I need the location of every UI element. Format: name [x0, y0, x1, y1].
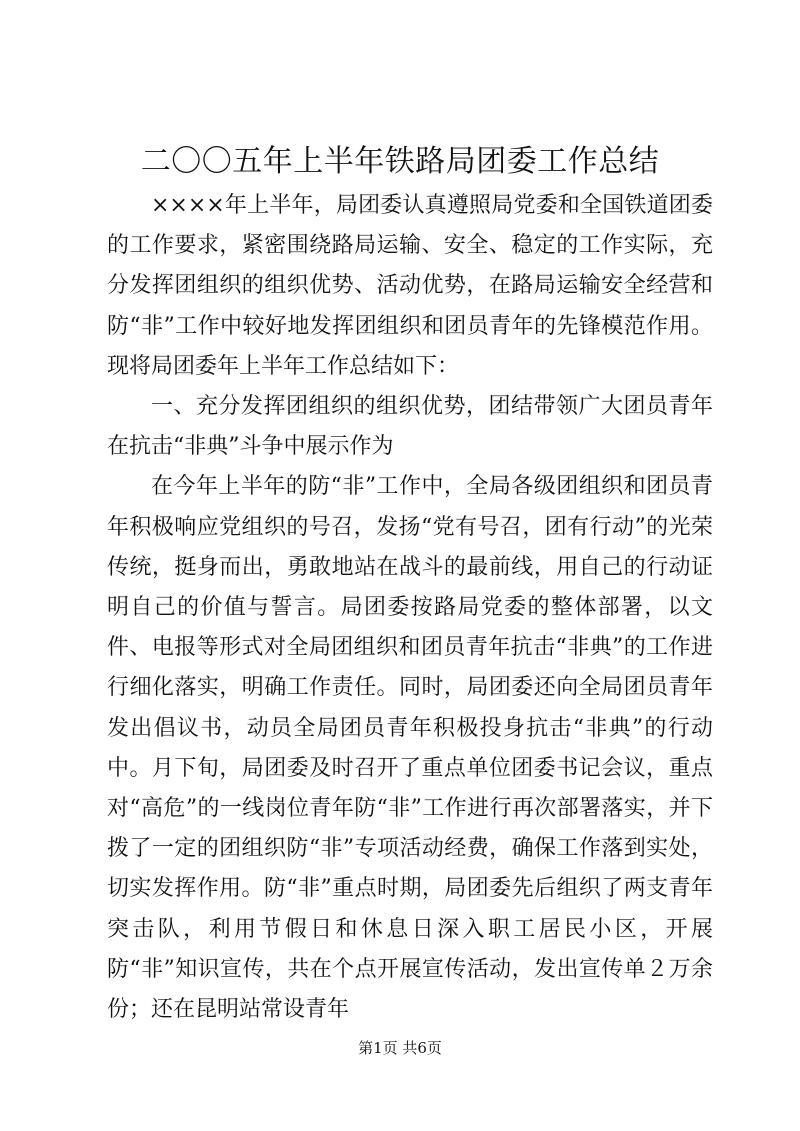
section-1-paragraph: 在今年上半年的防“非”工作中，全局各级团组织和团员青年积极响应党组织的号召，发扬“党有号召，团有行动”的光荣传统，挺身而出，勇敢地站在战斗的最前线，用自己的行动证明自己的价值与誓言。局团委按路局党委的整体部署，以文件、电报等形式对全局团组织和团员青年抗击“非典”的工作进行细化落实，明确工作责任。同时，局团委还向全局团员青年发出倡议书，动员全局团员青年积极投身抗击“非典”的行动中。月下旬，局团委及时召开了重点单位团委书记会议，重点对“高危”的一线岗位青年防“非”工作进行再次部署落实，并下拨了一定的团组织防“非”专项活动经费，确保工作落到实处，切实发挥作用。防“非”重点时期，局团委先后组织了两支青年突击队，利用节假日和休息日深入职工居民小区，开展防“非”知识宣传，共在个点开展宣传活动，发出宣传单２万余份；还在昆明站常设青年 — [107, 474, 713, 1023]
document-title: 二〇〇五年上半年铁路局团委工作总结 — [140, 144, 660, 179]
section-heading-1: 一、充分发挥团组织的组织优势，团结带领广大团员青年在抗击“非典”斗争中展示作为 — [107, 394, 713, 460]
document-body — [107, 186, 713, 1030]
intro-paragraph: ××××年上半年，局团委认真遵照局党委和全国铁道团委的工作要求，紧密围绕路局运输、安全、稳定的工作实际，充分发挥团组织的组织优势、活动优势，在路局运输安全经营和防“非”工作中较好地发挥团组织和团员青年的先锋模范作用。现将局团委年上半年工作总结如下： — [107, 193, 713, 379]
page-number-footer: 第1页 共6页 — [358, 1039, 442, 1057]
